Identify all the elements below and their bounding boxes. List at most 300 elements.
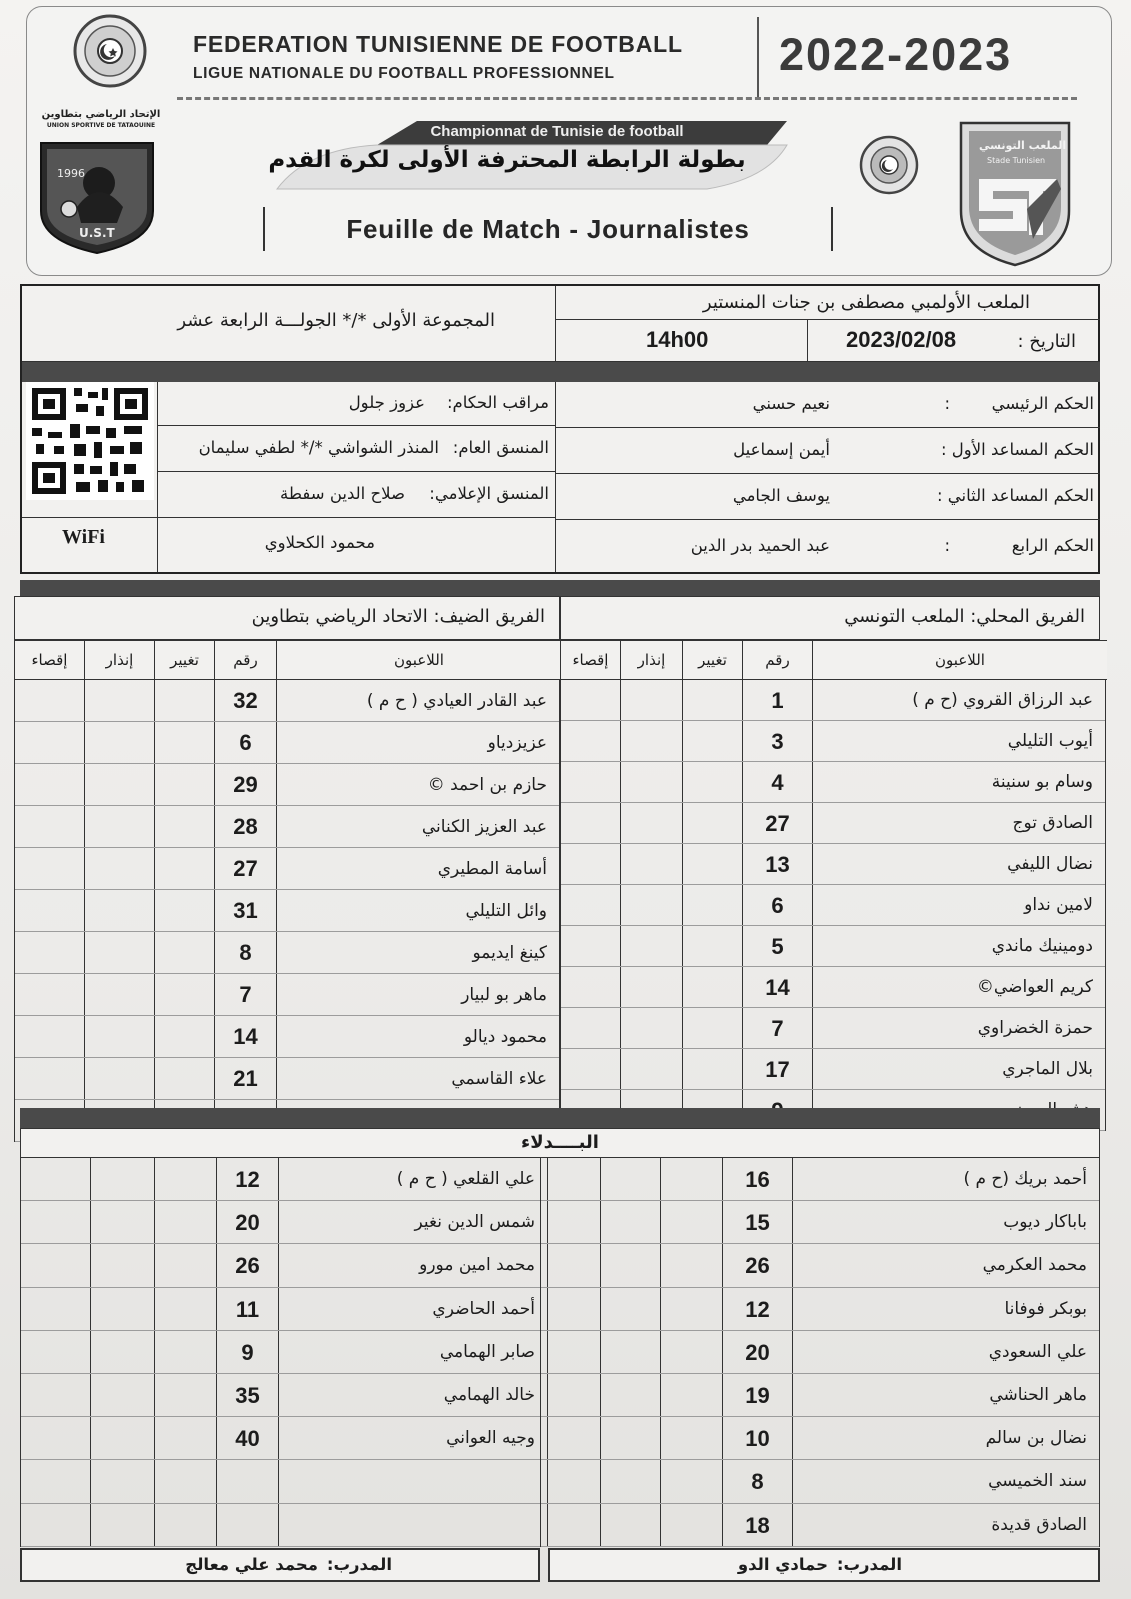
player-number: 1 [743, 680, 813, 720]
player-expulsion-cell [15, 722, 85, 763]
player-warning-cell [91, 1158, 155, 1200]
player-name: نضال بن سالم [985, 1428, 1087, 1449]
player-warning-cell [621, 926, 683, 966]
player-change-cell [661, 1374, 723, 1416]
svg-text:الملعب التونسي: الملعب التونسي [979, 139, 1067, 152]
away-starters-row [15, 890, 559, 932]
ust-crest-icon [37, 137, 157, 257]
home-coach-label: المدرب: [836, 1555, 902, 1574]
col-header-number: رقم [215, 641, 277, 679]
away-label: الفريق الضيف: [433, 606, 545, 627]
home-players-grid [560, 640, 1106, 1131]
home-team-header [560, 596, 1100, 640]
player-name: حازم بن احمد © [427, 775, 547, 795]
player-number: 12 [723, 1288, 793, 1330]
player-expulsion-cell [21, 1244, 91, 1286]
home-starters-row [561, 844, 1105, 885]
player-expulsion-cell [541, 1331, 601, 1373]
player-change-cell [155, 1504, 217, 1546]
player-name: وسام بو سنينة [991, 772, 1093, 792]
home-label: الفريق المحلي: [970, 606, 1085, 627]
player-expulsion-cell [561, 721, 621, 761]
stadium-name: الملعب الأولمبي مصطفى بن جنات المنستير [702, 292, 1030, 313]
player-warning-cell [85, 722, 155, 763]
player-name [279, 1460, 549, 1502]
player-change-cell [155, 1201, 217, 1243]
assistant2-label: الحكم المساعد الثاني : [936, 486, 1094, 505]
home-subs-row [541, 1460, 1099, 1503]
player-change-cell [155, 848, 215, 889]
player-expulsion-cell [15, 974, 85, 1015]
main-referee-cell [556, 382, 1100, 428]
away-starters-row [15, 1058, 559, 1100]
player-change-cell [661, 1201, 723, 1243]
player-expulsion-cell [21, 1201, 91, 1243]
home-starters-row [561, 721, 1105, 762]
home-subs-row [541, 1374, 1099, 1417]
player-number: 29 [215, 764, 277, 805]
ust-caption-fr: UNION SPORTIVE DE TATAOUINE [46, 121, 156, 129]
away-team-label [252, 606, 545, 627]
season-label: 2022-2023 [779, 29, 1013, 80]
away-starters-row [15, 764, 559, 806]
player-number: 6 [215, 722, 277, 763]
ftf-logo-icon [63, 13, 157, 89]
player-warning-cell [85, 848, 155, 889]
assistant1-cell [556, 428, 1100, 474]
home-coach-name: حمادي الدو [737, 1555, 828, 1574]
player-warning-cell [85, 680, 155, 721]
home-subs-row [541, 1158, 1099, 1201]
player-number: 4 [743, 762, 813, 802]
player-number: 19 [723, 1374, 793, 1416]
player-name: علي السعودي [988, 1341, 1087, 1362]
player-number: 20 [217, 1201, 279, 1243]
player-number: 11 [217, 1288, 279, 1330]
col-header-warning: إنذار [85, 641, 155, 679]
player-name: الصادق توج [1012, 813, 1093, 833]
subs-band [20, 1108, 1100, 1128]
col-header-players: اللاعبون [935, 651, 985, 669]
away-starters-row [15, 806, 559, 848]
player-expulsion-cell [541, 1158, 601, 1200]
player-expulsion-cell [21, 1331, 91, 1373]
player-warning-cell [601, 1460, 661, 1502]
player-name: عزيزدياو [487, 733, 547, 753]
away-starters-row [15, 848, 559, 890]
player-number: 27 [215, 848, 277, 889]
player-warning-cell [601, 1374, 661, 1416]
time-cell [556, 320, 808, 362]
player-number: 15 [723, 1201, 793, 1243]
player-number: 8 [215, 932, 277, 973]
player-change-cell [661, 1417, 723, 1459]
player-name: ماهر الحناشي [989, 1385, 1087, 1405]
player-warning-cell [621, 885, 683, 925]
away-subs-row [21, 1331, 547, 1374]
player-number: 16 [723, 1158, 793, 1200]
player-change-cell [155, 1016, 215, 1057]
player-change-cell [683, 680, 743, 720]
championship-fr: Championnat de Tunisie de football [430, 123, 684, 140]
player-warning-cell [601, 1331, 661, 1373]
player-number: 26 [217, 1244, 279, 1286]
player-expulsion-cell [561, 967, 621, 1007]
player-name: لامين نداو [1024, 895, 1093, 915]
away-subs-row [21, 1288, 547, 1331]
home-starters-row [561, 803, 1105, 844]
player-name: خالد الهمامي [443, 1385, 535, 1405]
player-expulsion-cell [15, 680, 85, 721]
player-change-cell [683, 762, 743, 802]
player-number: 18 [723, 1504, 793, 1546]
player-warning-cell [85, 1058, 155, 1099]
player-warning-cell [621, 1008, 683, 1048]
fourth-referee-cell [556, 520, 1100, 572]
away-coach-row [20, 1548, 540, 1582]
player-name: بلال الماجري [1002, 1059, 1093, 1079]
player-name: علي القلعي ( ح م ) [396, 1169, 535, 1189]
stadium-cell [556, 286, 1100, 320]
player-number: 7 [215, 974, 277, 1015]
group-round: المجموعة الأولى */* الجولـــة الرابعة عشر [177, 310, 495, 331]
date-label: التاريخ : [1017, 331, 1076, 352]
player-expulsion-cell [561, 762, 621, 802]
player-expulsion-cell [15, 1058, 85, 1099]
player-expulsion-cell [21, 1504, 91, 1546]
away-subs-row [21, 1244, 547, 1287]
header-divider [757, 17, 759, 99]
player-expulsion-cell [15, 848, 85, 889]
stade-tunisien-crest-icon [957, 119, 1073, 269]
player-number: 5 [743, 926, 813, 966]
player-name: الصادق قديدة [991, 1514, 1087, 1535]
player-warning-cell [601, 1417, 661, 1459]
qr-cell [22, 382, 158, 518]
ust-caption-ar: الإتحاد الرياضي بتطاوين [41, 109, 161, 120]
col-header-expulsion: إقصاء [561, 641, 621, 679]
main-referee-name: نعيم حسني [752, 394, 830, 413]
player-expulsion-cell [541, 1201, 601, 1243]
player-change-cell [155, 764, 215, 805]
player-warning-cell [91, 1201, 155, 1243]
player-number: 7 [743, 1008, 813, 1048]
home-subs-row [541, 1201, 1099, 1244]
sheet-header [26, 6, 1112, 276]
player-name: علاء القاسمي [451, 1069, 547, 1089]
wifi-cell [22, 518, 158, 572]
player-change-cell [661, 1504, 723, 1546]
teams-top-band [20, 580, 1100, 596]
player-name [279, 1504, 549, 1546]
player-name: كريم العواضي© [976, 977, 1093, 997]
home-starters-row [561, 885, 1105, 926]
player-expulsion-cell [561, 844, 621, 884]
player-number: 28 [215, 806, 277, 847]
home-subs-row [541, 1288, 1099, 1331]
wifi-person-cell [158, 518, 556, 572]
away-starters-row [15, 722, 559, 764]
player-expulsion-cell [15, 932, 85, 973]
player-warning-cell [621, 803, 683, 843]
player-expulsion-cell [15, 1016, 85, 1057]
col-header-change: تغيير [683, 641, 743, 679]
championship-ar: بطولة الرابطة المحترفة الأولى لكرة القدم [268, 147, 746, 173]
home-starters-row [561, 680, 1105, 721]
player-warning-cell [621, 967, 683, 1007]
player-warning-cell [91, 1460, 155, 1502]
away-subs-grid [20, 1158, 548, 1547]
player-number: 32 [215, 680, 277, 721]
col-header-number: رقم [743, 641, 813, 679]
home-coach-row [548, 1548, 1100, 1582]
player-name: ماهر بو لبيار [461, 985, 547, 1005]
player-number: 10 [723, 1417, 793, 1459]
away-starters-row [15, 1016, 559, 1058]
away-subs-row [21, 1201, 547, 1244]
player-change-cell [155, 806, 215, 847]
player-number: 27 [743, 803, 813, 843]
away-name: الاتحاد الرياضي بتطاوين [251, 606, 428, 627]
player-change-cell [683, 885, 743, 925]
player-change-cell [683, 1049, 743, 1089]
player-name: عبد العزيز الكناني [421, 817, 547, 837]
date-cell [808, 320, 1100, 362]
player-warning-cell [91, 1288, 155, 1330]
player-expulsion-cell [561, 803, 621, 843]
player-name: شمس الدين نغير [414, 1212, 535, 1233]
home-team-label [844, 606, 1085, 627]
match-date: 2023/02/08 [846, 327, 957, 352]
player-name: وجيه العواني [446, 1428, 535, 1449]
player-warning-cell [621, 844, 683, 884]
player-warning-cell [91, 1417, 155, 1459]
player-warning-cell [621, 721, 683, 761]
player-change-cell [155, 932, 215, 973]
player-expulsion-cell [561, 926, 621, 966]
ust-caption [37, 109, 165, 129]
player-expulsion-cell [21, 1460, 91, 1502]
colon-1: : [944, 394, 950, 413]
player-change-cell [661, 1460, 723, 1502]
observer-label: مراقب الحكام: [446, 393, 549, 412]
ligue-emblem-icon [847, 133, 931, 197]
player-expulsion-cell [15, 806, 85, 847]
player-expulsion-cell [561, 885, 621, 925]
home-subs-row [541, 1244, 1099, 1287]
player-warning-cell [601, 1201, 661, 1243]
player-name: عبد القادر العيادي ( ح م ) [366, 691, 547, 711]
away-coach-name: محمد علي معالج [185, 1555, 318, 1574]
away-subs-row [21, 1158, 547, 1201]
svg-text:1996: 1996 [57, 167, 85, 180]
player-number: 26 [723, 1244, 793, 1286]
assistant2-name: يوسف الجامي [732, 486, 830, 505]
player-change-cell [155, 890, 215, 931]
player-expulsion-cell [21, 1374, 91, 1416]
player-number: 21 [215, 1058, 277, 1099]
player-name: أحمد بريك (ح م ) [963, 1169, 1087, 1189]
player-change-cell [155, 1058, 215, 1099]
player-change-cell [155, 1158, 217, 1200]
player-warning-cell [621, 762, 683, 802]
player-warning-cell [85, 890, 155, 931]
player-name: كينغ ايديمو [472, 943, 547, 963]
federation-name: FEDERATION TUNISIENNE DE FOOTBALL [193, 31, 683, 57]
away-starters-row [15, 932, 559, 974]
player-number: 3 [743, 721, 813, 761]
ligue-name: LIGUE NATIONALE DU FOOTBALL PROFESSIONNEL [193, 65, 615, 82]
away-subs-row [21, 1460, 547, 1503]
player-number: 12 [217, 1158, 279, 1200]
home-starters-row [561, 762, 1105, 803]
player-number: 20 [723, 1331, 793, 1373]
player-number: 14 [743, 967, 813, 1007]
player-change-cell [683, 803, 743, 843]
player-expulsion-cell [21, 1158, 91, 1200]
colon-2: : [944, 536, 950, 555]
col-header-warning: إنذار [621, 641, 683, 679]
away-subs-row [21, 1374, 547, 1417]
player-name: صابر الهمامي [439, 1341, 535, 1362]
player-warning-cell [85, 764, 155, 805]
observer-cell [158, 382, 556, 426]
away-starters-row [15, 680, 559, 722]
player-name: أحمد الحاضري [432, 1298, 535, 1319]
svg-text:Stade Tunisien: Stade Tunisien [987, 156, 1046, 165]
coordinator-label: المنسق العام: [452, 438, 549, 457]
player-warning-cell [621, 680, 683, 720]
player-change-cell [155, 1331, 217, 1373]
away-subs-row [21, 1504, 547, 1547]
home-starters-row [561, 967, 1105, 1008]
player-change-cell [155, 1460, 217, 1502]
player-number: 13 [743, 844, 813, 884]
away-team-header [14, 596, 560, 640]
player-change-cell [155, 974, 215, 1015]
player-warning-cell [85, 806, 155, 847]
home-starters-row [561, 926, 1105, 967]
player-change-cell [155, 680, 215, 721]
assistant1-label: الحكم المساعد الأول : [940, 440, 1094, 459]
player-change-cell [683, 967, 743, 1007]
player-change-cell [683, 1008, 743, 1048]
svg-text:U.S.T: U.S.T [79, 226, 115, 240]
col-header-change: تغيير [155, 641, 215, 679]
player-expulsion-cell [541, 1460, 601, 1502]
player-name: حمزة الخضراوي [977, 1018, 1093, 1038]
player-warning-cell [601, 1288, 661, 1330]
player-expulsion-cell [21, 1417, 91, 1459]
player-number: 8 [723, 1460, 793, 1502]
player-name: وائل التليلي [465, 901, 547, 921]
player-change-cell [155, 1417, 217, 1459]
player-change-cell [155, 722, 215, 763]
col-header-players: اللاعبون [394, 651, 444, 669]
player-expulsion-cell [541, 1244, 601, 1286]
player-name: نضال الليفي [1007, 854, 1093, 874]
home-subs-row [541, 1417, 1099, 1460]
player-warning-cell [91, 1244, 155, 1286]
player-change-cell [661, 1288, 723, 1330]
media-label: المنسق الإعلامي: [429, 484, 549, 503]
assistant2-cell [556, 474, 1100, 520]
player-name: أسامة المطيري [437, 859, 547, 879]
player-name: أيوب التليلي [1007, 731, 1093, 751]
player-warning-cell [85, 974, 155, 1015]
subs-title: البــــدلاء [20, 1128, 1100, 1158]
player-expulsion-cell [15, 890, 85, 931]
player-expulsion-cell [541, 1374, 601, 1416]
player-number: 35 [217, 1374, 279, 1416]
teams-section [14, 580, 1104, 1588]
dashed-divider [177, 97, 1077, 100]
home-starters-row [561, 1049, 1105, 1090]
player-expulsion-cell [561, 1049, 621, 1089]
player-number: 6 [743, 885, 813, 925]
player-name: محمود ديالو [463, 1027, 547, 1047]
player-change-cell [661, 1331, 723, 1373]
away-column-headers [15, 640, 561, 680]
home-name: الملعب التونسي [844, 606, 965, 627]
player-number: 31 [215, 890, 277, 931]
player-name: محمد العكرمي [982, 1255, 1087, 1276]
away-starters-row [15, 974, 559, 1016]
player-change-cell [155, 1244, 217, 1286]
player-change-cell [155, 1374, 217, 1416]
player-expulsion-cell [541, 1417, 601, 1459]
away-coach-label: المدرب: [326, 1555, 392, 1574]
home-subs-row [541, 1504, 1099, 1547]
coordinator-cell [158, 426, 556, 472]
player-name: دومينيك ماندي [991, 936, 1093, 956]
home-starters-row [561, 1008, 1105, 1049]
player-expulsion-cell [541, 1504, 601, 1546]
player-name: محمد امين مورو [419, 1255, 535, 1276]
away-players-grid [14, 640, 560, 1142]
player-change-cell [155, 1288, 217, 1330]
player-warning-cell [85, 1016, 155, 1057]
fourth-referee-label: الحكم الرابع [1011, 536, 1094, 555]
player-number [217, 1504, 279, 1546]
fourth-referee-name: عبد الحميد بدر الدين [690, 536, 830, 555]
player-name: باباكار ديوب [1003, 1212, 1087, 1233]
home-subs-grid [540, 1158, 1100, 1547]
group-round-cell [22, 286, 556, 362]
player-expulsion-cell [15, 764, 85, 805]
player-warning-cell [91, 1504, 155, 1546]
player-change-cell [683, 926, 743, 966]
away-subs-row [21, 1417, 547, 1460]
match-time: 14h00 [646, 327, 709, 352]
media-cell [158, 472, 556, 518]
player-number: 17 [743, 1049, 813, 1089]
player-expulsion-cell [541, 1288, 601, 1330]
info-divider-band [22, 362, 1100, 382]
player-warning-cell [91, 1331, 155, 1373]
player-warning-cell [601, 1158, 661, 1200]
player-change-cell [683, 844, 743, 884]
player-name: بوبكر فوفانا [1004, 1298, 1087, 1319]
player-warning-cell [601, 1504, 661, 1546]
player-change-cell [661, 1244, 723, 1286]
col-header-expulsion: إقصاء [15, 641, 85, 679]
observer-name: عزوز جلول [348, 393, 425, 412]
player-change-cell [683, 721, 743, 761]
wifi-label: WiFi [62, 526, 105, 548]
player-warning-cell [601, 1244, 661, 1286]
player-name: عبد الرزاق القروي (ح م ) [912, 690, 1093, 710]
